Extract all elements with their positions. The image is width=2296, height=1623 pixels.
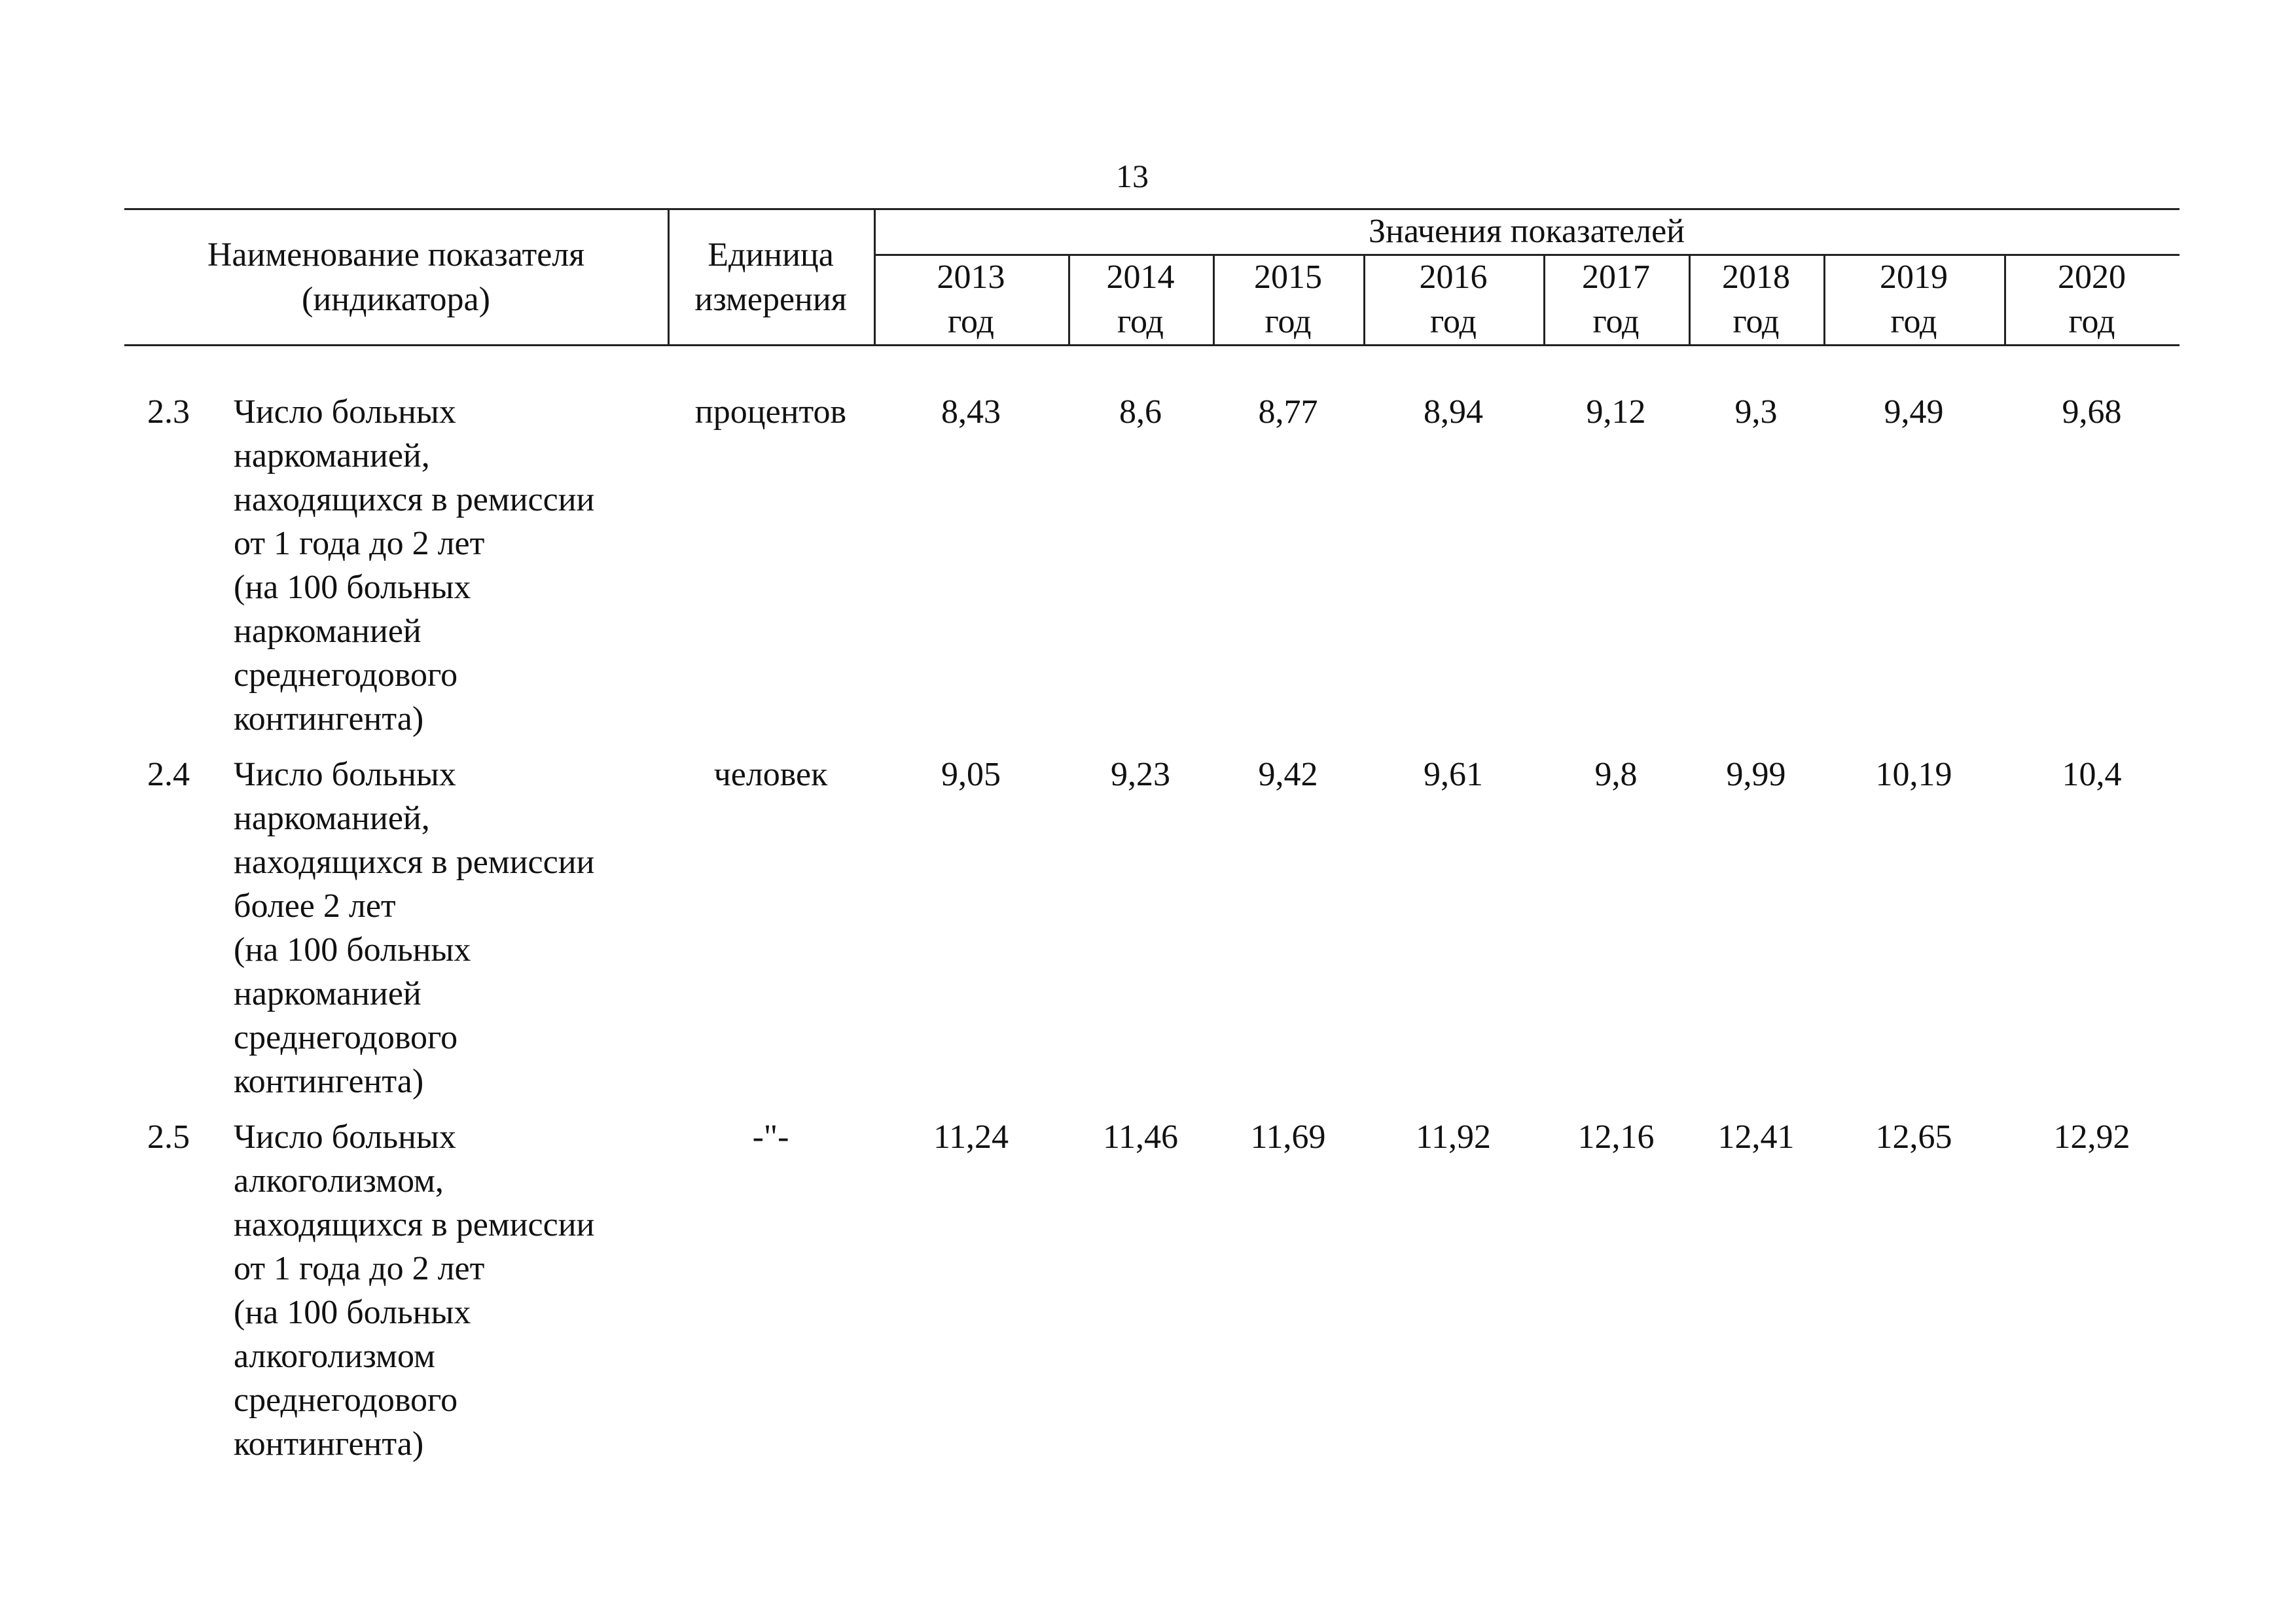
value-2020: 10,4 — [2062, 756, 2122, 793]
value-2013: 9,05 — [941, 756, 1001, 793]
value-2014: 9,23 — [1111, 756, 1170, 793]
header-bottom-rule — [124, 344, 2179, 346]
value-2013: 8,43 — [941, 393, 1001, 431]
value-2017: 9,8 — [1594, 756, 1638, 793]
value-2016: 9,61 — [1424, 756, 1483, 793]
header-year-2017: 2017 год — [1582, 259, 1650, 340]
page-number: 13 — [1116, 158, 1149, 194]
value-2020: 12,92 — [2053, 1118, 2130, 1156]
row-indicator-name: Число больных алкоголизмом, находящихся в ремиссии от 1 года до 2 лет (на 100 больных алкоголизмом среднегодового контингента) — [234, 1118, 595, 1463]
value-2019: 12,65 — [1875, 1118, 1952, 1156]
value-2018: 9,3 — [1734, 393, 1778, 431]
value-2015: 11,69 — [1250, 1118, 1326, 1156]
value-2017: 12,16 — [1577, 1118, 1655, 1156]
row-unit: -"- — [752, 1118, 789, 1156]
value-2019: 9,49 — [1884, 393, 1944, 431]
row-indicator-name: Число больных наркоманией, находящихся в ремиссии от 1 года до 2 лет (на 100 больных наркоманией среднегодового контингента) — [234, 393, 595, 738]
value-2015: 9,42 — [1258, 756, 1318, 793]
header-year-2019: 2019 год — [1880, 259, 1948, 340]
header-values-title: Значения показателей — [1368, 213, 1685, 250]
header-indicator-name: Наименование показателя (индикатора) — [207, 236, 585, 318]
row-unit: процентов — [694, 393, 847, 431]
row-code: 2.3 — [147, 393, 190, 431]
header-year-2018: 2018 год — [1722, 259, 1790, 340]
header-year-2016: 2016 год — [1419, 259, 1488, 340]
value-2018: 12,41 — [1717, 1118, 1795, 1156]
value-2014: 11,46 — [1102, 1118, 1179, 1156]
value-2018: 9,99 — [1726, 756, 1786, 793]
header-unit: Единица измерения — [694, 236, 847, 318]
row-code: 2.5 — [147, 1118, 190, 1156]
header-year-2014: 2014 год — [1106, 259, 1175, 340]
value-2020: 9,68 — [2062, 393, 2122, 431]
value-2015: 8,77 — [1258, 393, 1318, 431]
value-2016: 11,92 — [1415, 1118, 1492, 1156]
header-year-2015: 2015 год — [1254, 259, 1322, 340]
row-code: 2.4 — [147, 756, 190, 793]
value-2019: 10,19 — [1875, 756, 1952, 793]
value-2013: 11,24 — [933, 1118, 1009, 1156]
value-2017: 9,12 — [1586, 393, 1646, 431]
value-2016: 8,94 — [1424, 393, 1483, 431]
value-2014: 8,6 — [1119, 393, 1162, 431]
header-year-2013: 2013 год — [937, 259, 1005, 340]
row-indicator-name: Число больных наркоманией, находящихся в ремиссии более 2 лет (на 100 больных наркоманией среднегодового контингента) — [234, 756, 595, 1100]
row-unit: человек — [713, 756, 828, 793]
header-year-2020: 2020 год — [2058, 259, 2126, 340]
